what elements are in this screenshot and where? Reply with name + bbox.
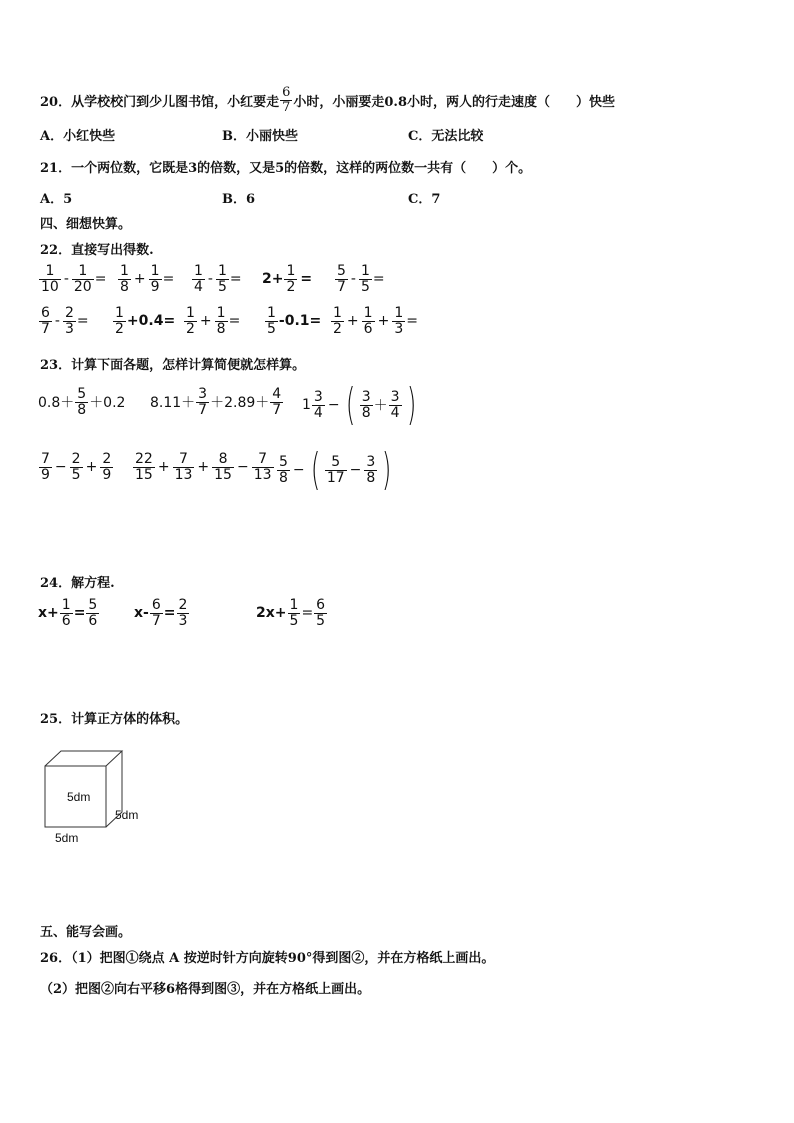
question-23-title: 23．计算下面各题，怎样计算简便就怎样算。 xyxy=(40,358,306,373)
question-24-title: 24．解方程. xyxy=(40,576,115,591)
section-heading: 四、细想快算。 xyxy=(40,217,132,232)
question-21: 21．一个两位数，它既是3的倍数，又是5的倍数，这样的两位数一共有（ ）个。 xyxy=(40,161,532,176)
expr-23-1: 0.8＋ $\frac{5}{8}$ ＋0.2 xyxy=(38,386,126,418)
cube-label-side: 5dm xyxy=(115,808,139,822)
fraction: $\frac{6}{7}$ xyxy=(282,85,291,115)
cube-figure xyxy=(40,750,160,830)
option-c[interactable]: C．7 xyxy=(408,192,441,207)
expr-23-4: $\frac{7}{9}$ − $\frac{2}{5}$ + $\frac{2}{9}$ xyxy=(41,451,112,483)
expr-22-5: $\frac{5}{7}$ - $\frac{1}{5}$ = xyxy=(337,263,385,295)
question-number: 20． xyxy=(40,94,72,110)
cube-top-face xyxy=(45,751,122,766)
expr-22-9: $\frac{1}{5}$ -0.1= xyxy=(267,305,322,337)
cube-label-front: 5dm xyxy=(67,790,91,804)
expr-22-3: $\frac{1}{4}$ - $\frac{1}{5}$ = xyxy=(194,263,242,295)
equation-24-1: x+ $\frac{1}{6}$ = $\frac{5}{6}$ xyxy=(38,597,98,629)
expr-22-1: $\frac{1}{10}$ - $\frac{1}{20}$ = xyxy=(41,263,107,295)
question-20 xyxy=(40,86,615,114)
expr-22-2: $\frac{1}{8}$ + $\frac{1}{9}$ = xyxy=(120,263,175,295)
expr-23-3: 1 $\frac{3}{4}$ − ( $\frac{3}{8}$ ＋ $\frac{3}{4}$ ) xyxy=(302,379,416,430)
expr-23-6: $\frac{5}{8}$ − ( $\frac{5}{17}$ − $\frac{3}{8}$ ) xyxy=(279,444,392,495)
question-text: 从学校校门到少儿图书馆，小红要走 xyxy=(71,94,280,110)
equation-24-3: 2x+ $\frac{1}{5}$ = $\frac{6}{5}$ xyxy=(256,597,326,629)
question-25-title: 25．计算正方体的体积。 xyxy=(40,712,189,727)
expr-23-5: $\frac{22}{15}$ + $\frac{7}{13}$ + $\frac{8}{15}$ − $\frac{7}{13}$ xyxy=(135,451,272,483)
expr-22-7: $\frac{1}{2}$ +0.4= xyxy=(115,305,176,337)
question-26-part1: 26．（1）把图①绕点 A 按逆时针方向旋转90°得到图②，并在方格纸上画出。 xyxy=(40,951,495,966)
question-22-title: 22．直接写出得数. xyxy=(40,243,154,258)
question-text: 小时，小丽要走0.8小时，两人的行走速度（ ）快些 xyxy=(293,94,616,110)
expr-22-8: $\frac{1}{2}$ + $\frac{1}{8}$ = xyxy=(186,305,241,337)
equation-24-2: x- $\frac{6}{7}$ = $\frac{2}{3}$ xyxy=(134,597,188,629)
expr-22-4: 2+ $\frac{1}{2}$ = xyxy=(262,263,313,295)
option-b[interactable]: B．小丽快些 xyxy=(222,129,298,144)
option-a[interactable]: A．5 xyxy=(40,192,73,207)
expr-23-2: 8.11＋ $\frac{3}{7}$ ＋2.89＋ $\frac{4}{7}$ xyxy=(150,386,282,418)
section-heading: 五、能写会画。 xyxy=(40,925,132,940)
cube-label-bottom: 5dm xyxy=(55,831,79,845)
option-b[interactable]: B．6 xyxy=(222,192,256,207)
question-26-part2: （2）把图②向右平移6格得到图③，并在方格纸上画出。 xyxy=(40,982,371,997)
expr-22-6: $\frac{6}{7}$ - $\frac{2}{3}$ = xyxy=(41,305,89,337)
option-a[interactable]: A．小红快些 xyxy=(40,129,116,144)
option-c[interactable]: C．无法比较 xyxy=(408,129,484,144)
expr-22-10: $\frac{1}{2}$ + $\frac{1}{6}$ + $\frac{1}{3}$ = xyxy=(333,305,418,337)
